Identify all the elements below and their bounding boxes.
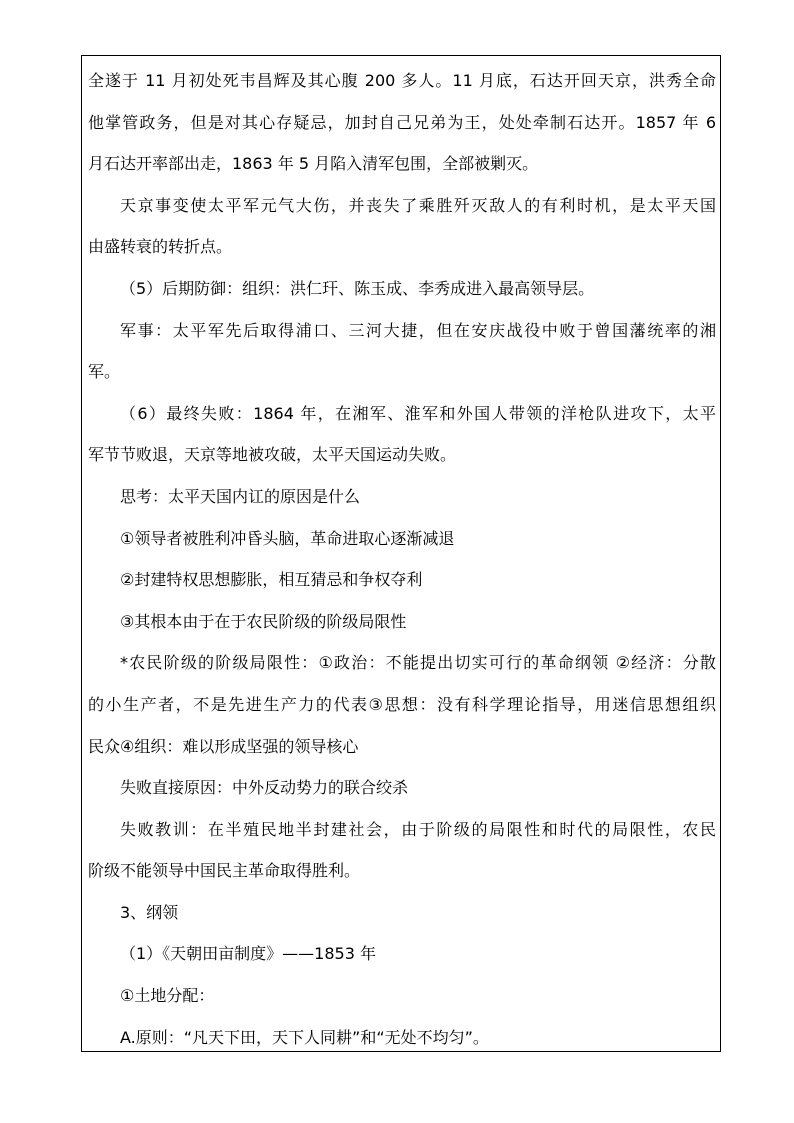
text-line: （6）最终失败：1864 年，在湘军、淮军和外国人带领的洋枪队进攻下，太平 [120,403,716,423]
document-body [88,60,716,1058]
text-line: 全遂于 11 月初处死韦昌辉及其心腹 200 多人。11 月底，石达开回天京，洪秀全命 [88,71,716,90]
text-line: 的小生产者，不是先进生产力的代表③思想：没有科学理论指导，用迷信思想组织 [88,694,716,714]
text-line: 由盛转衰的转折点。 [88,237,233,257]
text-line: 军。 [88,362,121,382]
text-line: 月石达开率部出走，1863 年 5 月陷入清军包围，全部被剿灭。 [88,154,539,174]
text-line: 军事：太平军先后取得浦口、三河大捷，但在安庆战役中败于曾国藩统率的湘 [120,320,716,340]
text-line: 民众④组织：难以形成坚强的领导核心 [88,736,359,756]
text-line: （1）《天朝田亩制度》——1853 年 [120,944,376,964]
text-line: 他掌管政务，但是对其心存疑忌，加封自己兄弟为王，处处牵制石达开。1857 年 6 [88,112,716,132]
text-line: 失败教训：在半殖民地半封建社会，由于阶级的局限性和时代的局限性，农民 [120,819,716,839]
text-line: ③其根本由于在于农民阶级的阶级局限性 [120,611,407,631]
text-line: 阶级不能领导中国民主革命取得胜利。 [88,861,361,881]
text-line: 思考：太平天国内讧的原因是什么 [120,486,361,506]
text-line: ②封建特权思想膨胀，相互猜忌和争权夺利 [120,570,423,590]
text-line: 天京事变使太平军元气大伤，并丧失了乘胜歼灭敌人的有利时机，是太平天国 [120,195,716,215]
text-line: *农民阶级的阶级局限性：①政治：不能提出切实可行的革命纲领 ②经济：分散 [120,653,716,673]
text-line: 军节节败退，天京等地被攻破，太平天国运动失败。 [88,445,457,465]
text-line: ①领导者被胜利冲昏头脑，革命进取心逐渐减退 [120,528,455,548]
text-line: ①土地分配： [120,986,215,1006]
text-line: A.原则：“凡天下田，天下人同耕”和“无处不均匀”。 [120,1027,489,1047]
text-line: 3、纲领 [120,902,179,922]
text-line: （5）后期防御：组织：洪仁玕、陈玉成、李秀成进入最高领导层。 [120,278,595,298]
text-line: 失败直接原因：中外反动势力的联合绞杀 [120,778,409,798]
